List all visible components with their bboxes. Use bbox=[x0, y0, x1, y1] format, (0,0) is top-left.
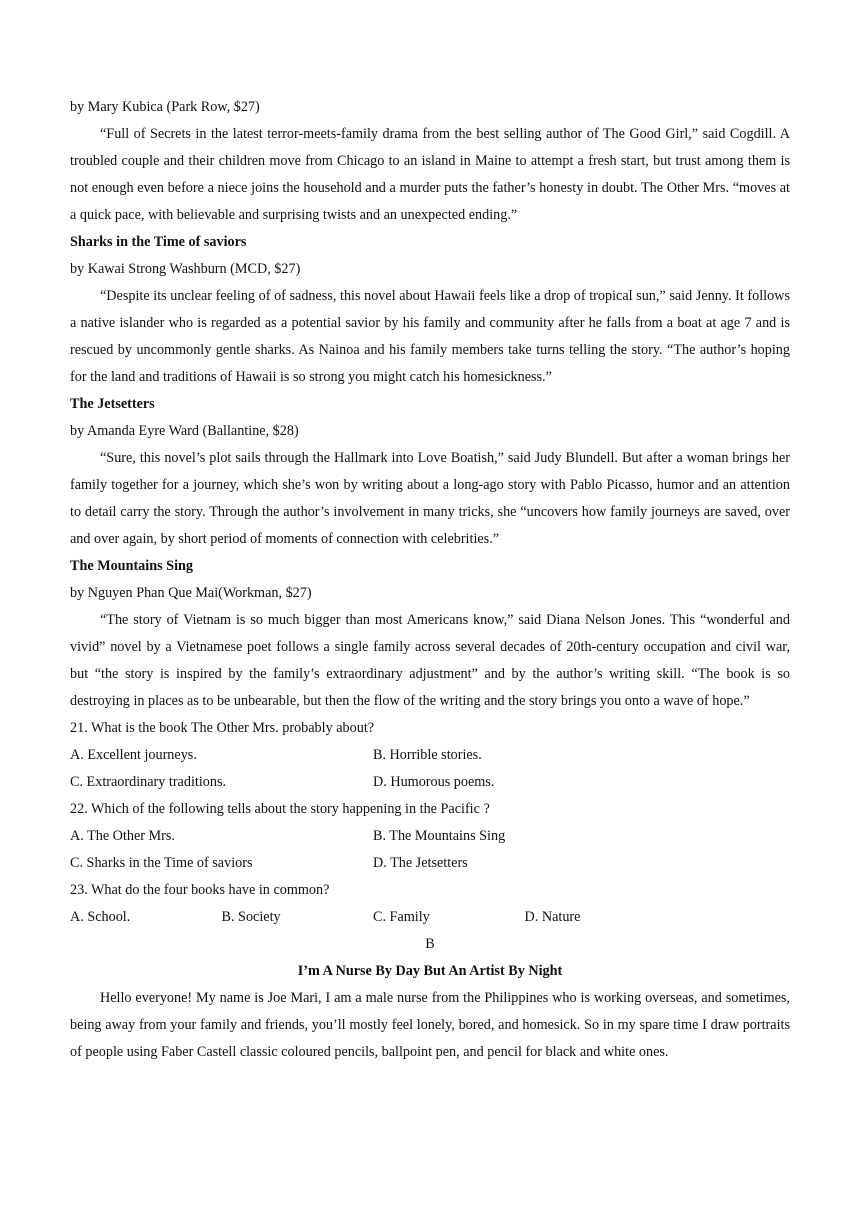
q21-option-b: B. Horrible stories. bbox=[373, 747, 482, 763]
q21-stem: 21. What is the book The Other Mrs. probably about? bbox=[70, 720, 375, 736]
book2-byline: by Kawai Strong Washburn (MCD, $27) bbox=[70, 261, 301, 277]
book4-byline: by Nguyen Phan Que Mai(Workman, $27) bbox=[70, 585, 312, 601]
book3-byline: by Amanda Eyre Ward (Ballantine, $28) bbox=[70, 423, 299, 439]
q21-option-d: D. Humorous poems. bbox=[373, 774, 495, 790]
section-b-body: Hello everyone! My name is Joe Mari, I am a male nurse from the Philippines who is working overseas, and sometimes, being away from your family and friends, you’ll mostly feel lonely, bored, and homesick. So in my spare time I draw portraits of people using Faber Castell classic coloured pencils, ballpoint pen, and pencil for black and white ones. bbox=[70, 990, 790, 1060]
book4-review: “The story of Vietnam is so much bigger than most Americans know,” said Diana Nelson Jones. This “wonderful and vivid” novel by a Vietnamese poet follows a single family across several decades of 20th-century occupation and civil war, but “the story is inspired by the family’s extraordinary adjustment” and by the author’s writing skill. “The book is so destroying in places as to be unbearable, but then the flow of the writing and the story brings you onto a wave of hope.” bbox=[70, 612, 790, 709]
q22-options-row1 bbox=[70, 823, 790, 850]
section-b-title: I’m A Nurse By Day But An Artist By Night bbox=[297, 963, 563, 979]
q23-option-c: C. Family bbox=[373, 909, 430, 925]
q23-option-d: D. Nature bbox=[524, 909, 581, 925]
q21-option-c: C. Extraordinary traditions. bbox=[70, 774, 227, 790]
q23-option-b: B. Society bbox=[221, 909, 281, 925]
q22-option-a: A. The Other Mrs. bbox=[70, 828, 175, 844]
section-b-letter: B bbox=[425, 936, 435, 952]
book2-title: Sharks in the Time of saviors bbox=[70, 234, 247, 250]
q22-options-row2 bbox=[70, 850, 790, 877]
q23-stem: 23. What do the four books have in common? bbox=[70, 882, 330, 898]
q22-stem: 22. Which of the following tells about the story happening in the Pacific ? bbox=[70, 801, 490, 817]
q22-option-d: D. The Jetsetters bbox=[373, 855, 468, 871]
document-page bbox=[70, 94, 790, 1066]
q23-option-a: A. School. bbox=[70, 909, 131, 925]
book1-byline: by Mary Kubica (Park Row, $27) bbox=[70, 99, 260, 115]
book3-title: The Jetsetters bbox=[70, 396, 155, 412]
book3-review: “Sure, this novel’s plot sails through the Hallmark into Love Boatish,” said Judy Blundell. But after a woman brings her family together for a journey, which she’s won by writing about a long-ago story with Pablo Picasso, humor and an attention to detail carry the story. Through the author’s involvement in many tricks, she “uncovers how family journeys are saved, over and over again, by short period of moments of connection with celebrities.” bbox=[70, 450, 790, 547]
q22-option-b: B. The Mountains Sing bbox=[373, 828, 506, 844]
book2-review: “Despite its unclear feeling of of sadness, this novel about Hawaii feels like a drop of tropical sun,” said Jenny. It follows a native islander who is regarded as a potential savior by his family and community after he falls from a boat at age 7 and is rescued by uncommonly gentle sharks. As Nainoa and his family members take turns telling the story. “The author’s hoping for the land and traditions of Hawaii is so strong you might catch his homesickness.” bbox=[70, 288, 790, 385]
q22-option-c: C. Sharks in the Time of saviors bbox=[70, 855, 253, 871]
book4-title: The Mountains Sing bbox=[70, 558, 193, 574]
q21-options-row2 bbox=[70, 769, 790, 796]
q23-options bbox=[70, 904, 790, 931]
q21-options-row1 bbox=[70, 742, 790, 769]
book1-review: “Full of Secrets in the latest terror-meets-family drama from the best selling author of The Good Girl,” said Cogdill. A troubled couple and their children move from Chicago to an island in Maine to attempt a fresh start, but trust among them is not enough even before a niece joins the household and a murder puts the father’s honesty in doubt. The Other Mrs. “moves at a quick pace, with believable and surprising twists and an unexpected ending.” bbox=[70, 126, 790, 223]
q21-option-a: A. Excellent journeys. bbox=[70, 747, 197, 763]
